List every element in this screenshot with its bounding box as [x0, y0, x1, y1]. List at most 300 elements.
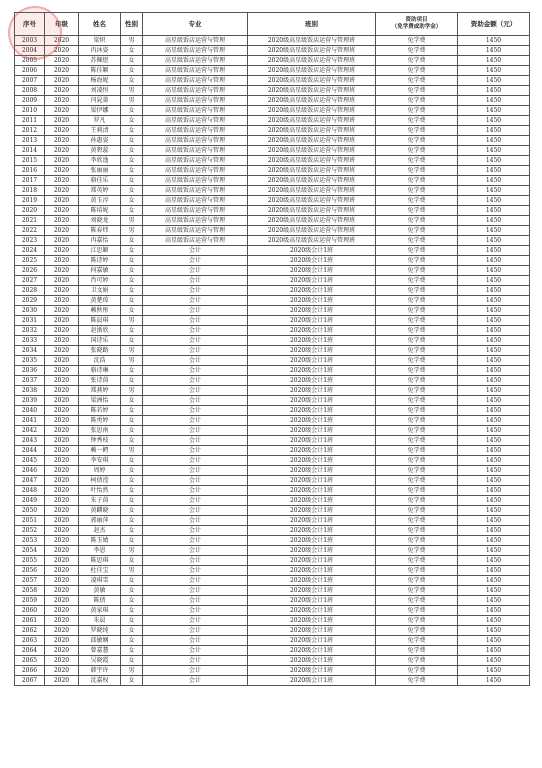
cell-name: 韩宇许: [79, 666, 121, 676]
cell-major: 会计: [143, 576, 248, 586]
table-row: [15, 506, 530, 516]
cell-class: 2020级会计1班: [248, 286, 376, 296]
cell-seq: 2003: [15, 36, 45, 46]
cell-amount: 1450: [458, 386, 530, 396]
cell-seq: 2042: [15, 426, 45, 436]
table-row: [15, 376, 530, 386]
cell-year: 2020: [45, 136, 79, 146]
cell-gender: 女: [121, 236, 143, 246]
cell-amount: 1450: [458, 566, 530, 576]
cell-project: 免学费: [376, 426, 458, 436]
cell-name: 杨海妮: [79, 76, 121, 86]
cell-name: 杜佳宝: [79, 566, 121, 576]
cell-seq: 2025: [15, 256, 45, 266]
table-row: [15, 136, 530, 146]
table-header: [15, 13, 530, 36]
cell-gender: 女: [121, 306, 143, 316]
table-row: [15, 256, 530, 266]
cell-major: 高星级饭店运营与管理: [143, 56, 248, 66]
cell-seq: 2039: [15, 396, 45, 406]
cell-amount: 1450: [458, 576, 530, 586]
cell-gender: 女: [121, 496, 143, 506]
cell-class: 2020级会计1班: [248, 506, 376, 516]
cell-gender: 女: [121, 626, 143, 636]
cell-name: 苏佩煜: [79, 56, 121, 66]
cell-project: 免学费: [376, 36, 458, 46]
table-row: [15, 606, 530, 616]
funding-table: [14, 12, 530, 686]
cell-amount: 1450: [458, 266, 530, 276]
cell-major: 会计: [143, 426, 248, 436]
cell-gender: 女: [121, 556, 143, 566]
cell-amount: 1450: [458, 436, 530, 446]
cell-name: 孙惠姿: [79, 136, 121, 146]
cell-year: 2020: [45, 526, 79, 536]
cell-class: 2020级会计1班: [248, 426, 376, 436]
cell-year: 2020: [45, 76, 79, 86]
header-major: 专业: [143, 13, 248, 36]
cell-project: 免学费: [376, 576, 458, 586]
cell-gender: 女: [121, 476, 143, 486]
cell-seq: 2006: [15, 66, 45, 76]
cell-amount: 1450: [458, 636, 530, 646]
cell-amount: 1450: [458, 36, 530, 46]
cell-amount: 1450: [458, 606, 530, 616]
cell-seq: 2056: [15, 566, 45, 576]
cell-class: 2020级会计1班: [248, 456, 376, 466]
cell-class: 2020级高星级饭店运营与管理班: [248, 186, 376, 196]
cell-project: 免学费: [376, 386, 458, 396]
header-amount: 资助金额（元）: [458, 13, 530, 36]
cell-major: 会计: [143, 626, 248, 636]
cell-class: 2020级高星级饭店运营与管理班: [248, 46, 376, 56]
cell-year: 2020: [45, 666, 79, 676]
cell-project: 免学费: [376, 336, 458, 346]
cell-name: 黄家琪: [79, 606, 121, 616]
cell-class: 2020级会计1班: [248, 526, 376, 536]
cell-amount: 1450: [458, 66, 530, 76]
cell-name: 钟秀枝: [79, 436, 121, 446]
cell-project: 免学费: [376, 506, 458, 516]
cell-seq: 2029: [15, 296, 45, 306]
cell-name: 陈佳颖: [79, 66, 121, 76]
cell-name: 冉嘉怡: [79, 236, 121, 246]
cell-project: 免学费: [376, 436, 458, 446]
cell-class: 2020级高星级饭店运营与管理班: [248, 56, 376, 66]
cell-amount: 1450: [458, 146, 530, 156]
cell-class: 2020级会计1班: [248, 336, 376, 346]
cell-major: 会计: [143, 296, 248, 306]
cell-amount: 1450: [458, 426, 530, 436]
cell-seq: 2048: [15, 486, 45, 496]
cell-major: 高星级饭店运营与管理: [143, 36, 248, 46]
cell-name: 罗凡: [79, 116, 121, 126]
cell-major: 会计: [143, 596, 248, 606]
cell-project: 免学费: [376, 166, 458, 176]
cell-gender: 女: [121, 406, 143, 416]
cell-name: 国诗乐: [79, 336, 121, 346]
cell-class: 2020级会计1班: [248, 446, 376, 456]
cell-seq: 2012: [15, 126, 45, 136]
cell-project: 免学费: [376, 216, 458, 226]
cell-seq: 2049: [15, 496, 45, 506]
table-row: [15, 416, 530, 426]
cell-class: 2020级会计1班: [248, 586, 376, 596]
cell-name: 邱敏娴: [79, 636, 121, 646]
cell-year: 2020: [45, 96, 79, 106]
cell-major: 会计: [143, 246, 248, 256]
cell-year: 2020: [45, 416, 79, 426]
cell-year: 2020: [45, 286, 79, 296]
cell-gender: 女: [121, 256, 143, 266]
cell-name: 郭丽萍: [79, 516, 121, 526]
header-class: 班别: [248, 13, 376, 36]
cell-major: 会计: [143, 486, 248, 496]
cell-major: 高星级饭店运营与管理: [143, 46, 248, 56]
cell-class: 2020级会计1班: [248, 356, 376, 366]
cell-project: 免学费: [376, 116, 458, 126]
cell-project: 免学费: [376, 196, 458, 206]
document-sheet: [14, 12, 529, 686]
cell-class: 2020级会计1班: [248, 436, 376, 446]
cell-amount: 1450: [458, 86, 530, 96]
cell-gender: 女: [121, 606, 143, 616]
cell-major: 会计: [143, 496, 248, 506]
cell-major: 会计: [143, 336, 248, 346]
cell-gender: 女: [121, 276, 143, 286]
cell-gender: 女: [121, 46, 143, 56]
cell-seq: 2030: [15, 306, 45, 316]
cell-year: 2020: [45, 446, 79, 456]
cell-project: 免学费: [376, 236, 458, 246]
cell-amount: 1450: [458, 226, 530, 236]
table-row: [15, 656, 530, 666]
cell-seq: 2020: [15, 206, 45, 216]
cell-name: 骆佳乐: [79, 176, 121, 186]
table-row: [15, 86, 530, 96]
cell-major: 会计: [143, 506, 248, 516]
table-row: [15, 556, 530, 566]
cell-seq: 2016: [15, 166, 45, 176]
table-row: [15, 216, 530, 226]
cell-gender: 女: [121, 126, 143, 136]
cell-gender: 女: [121, 166, 143, 176]
table-body: [15, 36, 530, 686]
cell-name: 张晓路: [79, 346, 121, 356]
cell-name: 黄玉淳: [79, 196, 121, 206]
cell-year: 2020: [45, 506, 79, 516]
cell-class: 2020级会计1班: [248, 376, 376, 386]
cell-name: 张思南: [79, 426, 121, 436]
cell-major: 会计: [143, 656, 248, 666]
cell-year: 2020: [45, 176, 79, 186]
cell-seq: 2062: [15, 626, 45, 636]
table-row: [15, 226, 530, 236]
cell-project: 免学费: [376, 296, 458, 306]
cell-class: 2020级高星级饭店运营与管理班: [248, 36, 376, 46]
cell-gender: 男: [121, 216, 143, 226]
cell-seq: 2045: [15, 456, 45, 466]
cell-project: 免学费: [376, 446, 458, 456]
cell-project: 免学费: [376, 286, 458, 296]
cell-year: 2020: [45, 386, 79, 396]
cell-year: 2020: [45, 556, 79, 566]
cell-seq: 2013: [15, 136, 45, 146]
cell-gender: 女: [121, 646, 143, 656]
cell-major: 会计: [143, 616, 248, 626]
cell-class: 2020级高星级饭店运营与管理班: [248, 196, 376, 206]
cell-seq: 2055: [15, 556, 45, 566]
table-row: [15, 286, 530, 296]
cell-name: 赵杰: [79, 526, 121, 536]
cell-amount: 1450: [458, 526, 530, 536]
cell-name: 梁伊娜: [79, 106, 121, 116]
cell-name: 闫晁量: [79, 96, 121, 106]
cell-seq: 2043: [15, 436, 45, 446]
cell-project: 免学费: [376, 136, 458, 146]
table-row: [15, 356, 530, 366]
cell-class: 2020级会计1班: [248, 576, 376, 586]
cell-name: 吴晓霞: [79, 656, 121, 666]
cell-gender: 女: [121, 656, 143, 666]
cell-class: 2020级会计1班: [248, 486, 376, 496]
cell-year: 2020: [45, 186, 79, 196]
cell-project: 免学费: [376, 566, 458, 576]
cell-major: 会计: [143, 606, 248, 616]
cell-year: 2020: [45, 126, 79, 136]
cell-amount: 1450: [458, 136, 530, 146]
cell-major: 高星级饭店运营与管理: [143, 196, 248, 206]
table-row: [15, 316, 530, 326]
cell-amount: 1450: [458, 366, 530, 376]
table-row: [15, 116, 530, 126]
cell-gender: 女: [121, 146, 143, 156]
cell-gender: 女: [121, 116, 143, 126]
cell-amount: 1450: [458, 536, 530, 546]
cell-seq: 2033: [15, 336, 45, 346]
cell-name: 李欣逸: [79, 156, 121, 166]
cell-project: 免学费: [376, 246, 458, 256]
cell-project: 免学费: [376, 76, 458, 86]
cell-class: 2020级会计1班: [248, 276, 376, 286]
cell-class: 2020级会计1班: [248, 246, 376, 256]
cell-amount: 1450: [458, 46, 530, 56]
cell-project: 免学费: [376, 66, 458, 76]
table-row: [15, 436, 530, 446]
cell-year: 2020: [45, 226, 79, 236]
cell-seq: 2004: [15, 46, 45, 56]
cell-major: 高星级饭店运营与管理: [143, 216, 248, 226]
cell-year: 2020: [45, 366, 79, 376]
cell-amount: 1450: [458, 486, 530, 496]
cell-class: 2020级高星级饭店运营与管理班: [248, 66, 376, 76]
cell-name: 周婷: [79, 466, 121, 476]
cell-class: 2020级会计1班: [248, 316, 376, 326]
table-row: [15, 536, 530, 546]
cell-amount: 1450: [458, 56, 530, 66]
cell-gender: 女: [121, 396, 143, 406]
cell-gender: 女: [121, 486, 143, 496]
header-name: 姓名: [79, 13, 121, 36]
cell-year: 2020: [45, 636, 79, 646]
table-row: [15, 386, 530, 396]
cell-class: 2020级高星级饭店运营与管理班: [248, 116, 376, 126]
cell-seq: 2021: [15, 216, 45, 226]
cell-name: 王莉清: [79, 126, 121, 136]
cell-seq: 2031: [15, 316, 45, 326]
cell-project: 免学费: [376, 666, 458, 676]
cell-seq: 2044: [15, 446, 45, 456]
cell-class: 2020级会计1班: [248, 306, 376, 316]
cell-project: 免学费: [376, 646, 458, 656]
cell-class: 2020级高星级饭店运营与管理班: [248, 86, 376, 96]
cell-name: 肖可婷: [79, 276, 121, 286]
cell-seq: 2059: [15, 596, 45, 606]
cell-seq: 2053: [15, 536, 45, 546]
cell-project: 免学费: [376, 486, 458, 496]
cell-year: 2020: [45, 46, 79, 56]
cell-amount: 1450: [458, 496, 530, 506]
table-row: [15, 106, 530, 116]
cell-year: 2020: [45, 236, 79, 246]
table-row: [15, 526, 530, 536]
cell-class: 2020级会计1班: [248, 396, 376, 406]
cell-class: 2020级会计1班: [248, 656, 376, 666]
cell-project: 免学费: [376, 396, 458, 406]
table-row: [15, 296, 530, 306]
cell-name: 曾嘉慧: [79, 646, 121, 656]
cell-major: 高星级饭店运营与管理: [143, 226, 248, 236]
cell-year: 2020: [45, 646, 79, 656]
cell-major: 会计: [143, 476, 248, 486]
cell-class: 2020级会计1班: [248, 406, 376, 416]
cell-gender: 女: [121, 66, 143, 76]
cell-class: 2020级高星级饭店运营与管理班: [248, 126, 376, 136]
cell-class: 2020级高星级饭店运营与管理班: [248, 156, 376, 166]
cell-gender: 女: [121, 56, 143, 66]
cell-major: 会计: [143, 366, 248, 376]
cell-project: 免学费: [376, 606, 458, 616]
cell-year: 2020: [45, 576, 79, 586]
cell-class: 2020级会计1班: [248, 416, 376, 426]
cell-name: 沈嘉权: [79, 676, 121, 686]
cell-project: 免学费: [376, 616, 458, 626]
cell-seq: 2022: [15, 226, 45, 236]
table-row: [15, 396, 530, 406]
cell-amount: 1450: [458, 256, 530, 266]
cell-project: 免学费: [376, 636, 458, 646]
cell-major: 会计: [143, 516, 248, 526]
cell-class: 2020级会计1班: [248, 676, 376, 686]
cell-major: 会计: [143, 666, 248, 676]
cell-major: 高星级饭店运营与管理: [143, 176, 248, 186]
cell-amount: 1450: [458, 156, 530, 166]
cell-project: 免学费: [376, 206, 458, 216]
cell-major: 会计: [143, 466, 248, 476]
table-row: [15, 46, 530, 56]
cell-name: 刘凌恒: [79, 86, 121, 96]
cell-gender: 女: [121, 506, 143, 516]
cell-seq: 2060: [15, 606, 45, 616]
cell-gender: 男: [121, 666, 143, 676]
cell-year: 2020: [45, 546, 79, 556]
cell-major: 会计: [143, 556, 248, 566]
cell-name: 黄楚琼: [79, 296, 121, 306]
cell-name: 梁洲怡: [79, 396, 121, 406]
table-row: [15, 596, 530, 606]
cell-major: 会计: [143, 526, 248, 536]
cell-amount: 1450: [458, 376, 530, 386]
cell-class: 2020级高星级饭店运营与管理班: [248, 106, 376, 116]
cell-year: 2020: [45, 516, 79, 526]
cell-major: 高星级饭店运营与管理: [143, 146, 248, 156]
cell-project: 免学费: [376, 256, 458, 266]
cell-seq: 2027: [15, 276, 45, 286]
cell-year: 2020: [45, 606, 79, 616]
cell-major: 会计: [143, 406, 248, 416]
cell-project: 免学费: [376, 466, 458, 476]
cell-year: 2020: [45, 116, 79, 126]
cell-project: 免学费: [376, 356, 458, 366]
cell-gender: 女: [121, 326, 143, 336]
cell-major: 会计: [143, 256, 248, 266]
cell-year: 2020: [45, 346, 79, 356]
cell-year: 2020: [45, 456, 79, 466]
cell-year: 2020: [45, 106, 79, 116]
cell-seq: 2051: [15, 516, 45, 526]
cell-project: 免学费: [376, 326, 458, 336]
cell-class: 2020级会计1班: [248, 496, 376, 506]
cell-major: 会计: [143, 276, 248, 286]
cell-name: 黄碧蕊: [79, 146, 121, 156]
cell-seq: 2014: [15, 146, 45, 156]
cell-seq: 2023: [15, 236, 45, 246]
table-row: [15, 586, 530, 596]
cell-amount: 1450: [458, 316, 530, 326]
cell-class: 2020级会计1班: [248, 366, 376, 376]
cell-project: 免学费: [376, 476, 458, 486]
cell-seq: 2010: [15, 106, 45, 116]
cell-major: 会计: [143, 386, 248, 396]
cell-amount: 1450: [458, 246, 530, 256]
cell-major: 会计: [143, 356, 248, 366]
cell-seq: 2011: [15, 116, 45, 126]
cell-amount: 1450: [458, 656, 530, 666]
cell-name: 李安琪: [79, 456, 121, 466]
cell-amount: 1450: [458, 546, 530, 556]
cell-seq: 2038: [15, 386, 45, 396]
cell-year: 2020: [45, 536, 79, 546]
cell-amount: 1450: [458, 646, 530, 656]
cell-project: 免学费: [376, 86, 458, 96]
cell-year: 2020: [45, 326, 79, 336]
cell-seq: 2007: [15, 76, 45, 86]
cell-year: 2020: [45, 246, 79, 256]
cell-class: 2020级会计1班: [248, 466, 376, 476]
cell-amount: 1450: [458, 286, 530, 296]
table-row: [15, 156, 530, 166]
cell-year: 2020: [45, 656, 79, 666]
cell-class: 2020级高星级饭店运营与管理班: [248, 146, 376, 156]
cell-class: 2020级会计1班: [248, 256, 376, 266]
cell-name: 郑燕婷: [79, 386, 121, 396]
cell-major: 高星级饭店运营与管理: [143, 76, 248, 86]
table-row: [15, 446, 530, 456]
cell-name: 陈春炜: [79, 226, 121, 236]
cell-project: 免学费: [376, 126, 458, 136]
cell-major: 会计: [143, 396, 248, 406]
cell-year: 2020: [45, 196, 79, 206]
